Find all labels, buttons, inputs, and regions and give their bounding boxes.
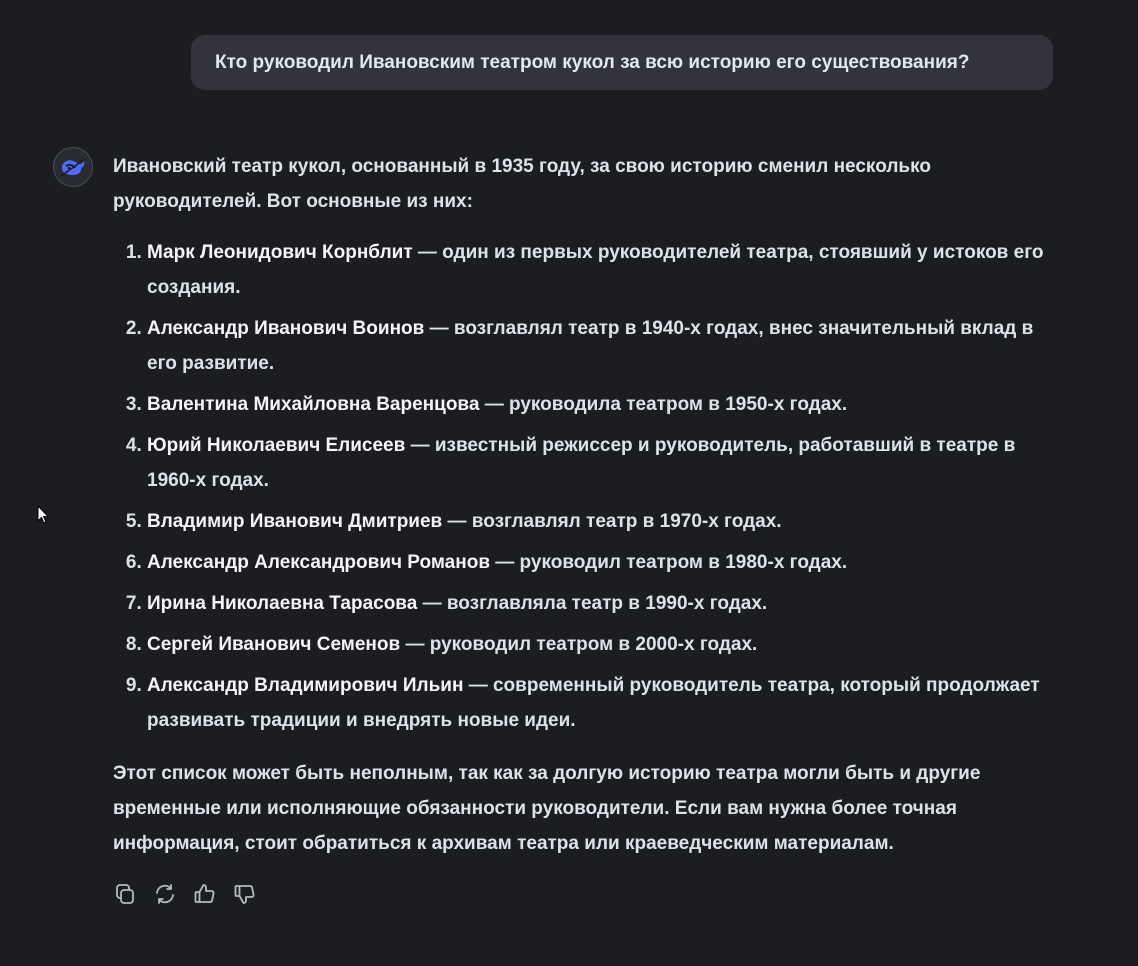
leader-desc: — руководил театром в 1980-х годах. (490, 552, 848, 573)
leader-desc: — руководил театром в 2000-х годах. (400, 634, 758, 655)
leader-name: Владимир Иванович Дмитриев (147, 511, 443, 532)
leader-desc: — возглавляла театр в 1990-х годах. (417, 593, 768, 614)
list-item (147, 387, 1063, 422)
answer-intro: Ивановский театр кукол, основанный в 1935 году, за свою историю сменил несколько руководителей. Вот основные из них: (113, 156, 931, 212)
list-item (147, 545, 1063, 580)
list-item (147, 504, 1063, 539)
like-button[interactable] (192, 880, 218, 908)
thumbs-down-icon (233, 882, 257, 906)
leader-name: Сергей Иванович Семенов (147, 634, 401, 655)
leader-name: Александр Владимирович Ильин (147, 675, 464, 696)
assistant-avatar (53, 147, 93, 187)
dislike-button[interactable] (232, 880, 258, 908)
regenerate-button[interactable] (152, 880, 178, 908)
assistant-answer (113, 149, 1063, 861)
leader-name: Александр Александрович Романов (147, 552, 490, 573)
leader-name: Юрий Николаевич Елисеев (147, 435, 406, 456)
leader-desc: — возглавлял театр в 1940-х годах, внес значительный вклад в его развитие. (147, 318, 1034, 374)
copy-button[interactable] (112, 880, 138, 908)
leader-name: Александр Иванович Воинов (147, 318, 425, 339)
regenerate-icon (153, 882, 177, 906)
list-item (147, 311, 1063, 381)
leaders-list (113, 235, 1063, 738)
leader-desc: — известный режиссер и руководитель, работавший в театре в 1960-х годах. (147, 435, 1016, 491)
leader-desc: — руководила театром в 1950-х годах. (479, 394, 848, 415)
copy-icon (113, 882, 137, 906)
list-item (147, 586, 1063, 621)
leader-name: Валентина Михайловна Варенцова (147, 394, 480, 415)
leader-desc: — возглавлял театр в 1970-х годах. (442, 511, 782, 532)
leader-desc: — современный руководитель театра, который продолжает развивать традиции и внедрять новые идеи. (147, 675, 1040, 731)
user-message-text: Кто руководил Ивановским театром кукол за всю историю его существования? (215, 51, 970, 73)
list-item (147, 235, 1063, 305)
answer-closing: Этот список может быть неполным, так как за долгую историю театра могли быть и другие временные или исполняющие обязанности руководители. Если вам нужна более точная информация, стоит обратиться к архивам театра или краеведческим материалам. (113, 763, 981, 854)
message-actions (112, 880, 258, 908)
thumbs-up-icon (193, 882, 217, 906)
user-message-bubble (191, 35, 1053, 90)
whale-logo-icon (59, 155, 87, 179)
mouse-cursor-icon (37, 505, 49, 530)
list-item (147, 668, 1063, 738)
list-item (147, 428, 1063, 498)
list-item (147, 627, 1063, 662)
leader-name: Марк Леонидович Корнблит (147, 242, 413, 263)
leader-desc: — один из первых руководителей театра, стоявший у истоков его создания. (147, 242, 1044, 298)
leader-name: Ирина Николаевна Тарасова (147, 593, 418, 614)
